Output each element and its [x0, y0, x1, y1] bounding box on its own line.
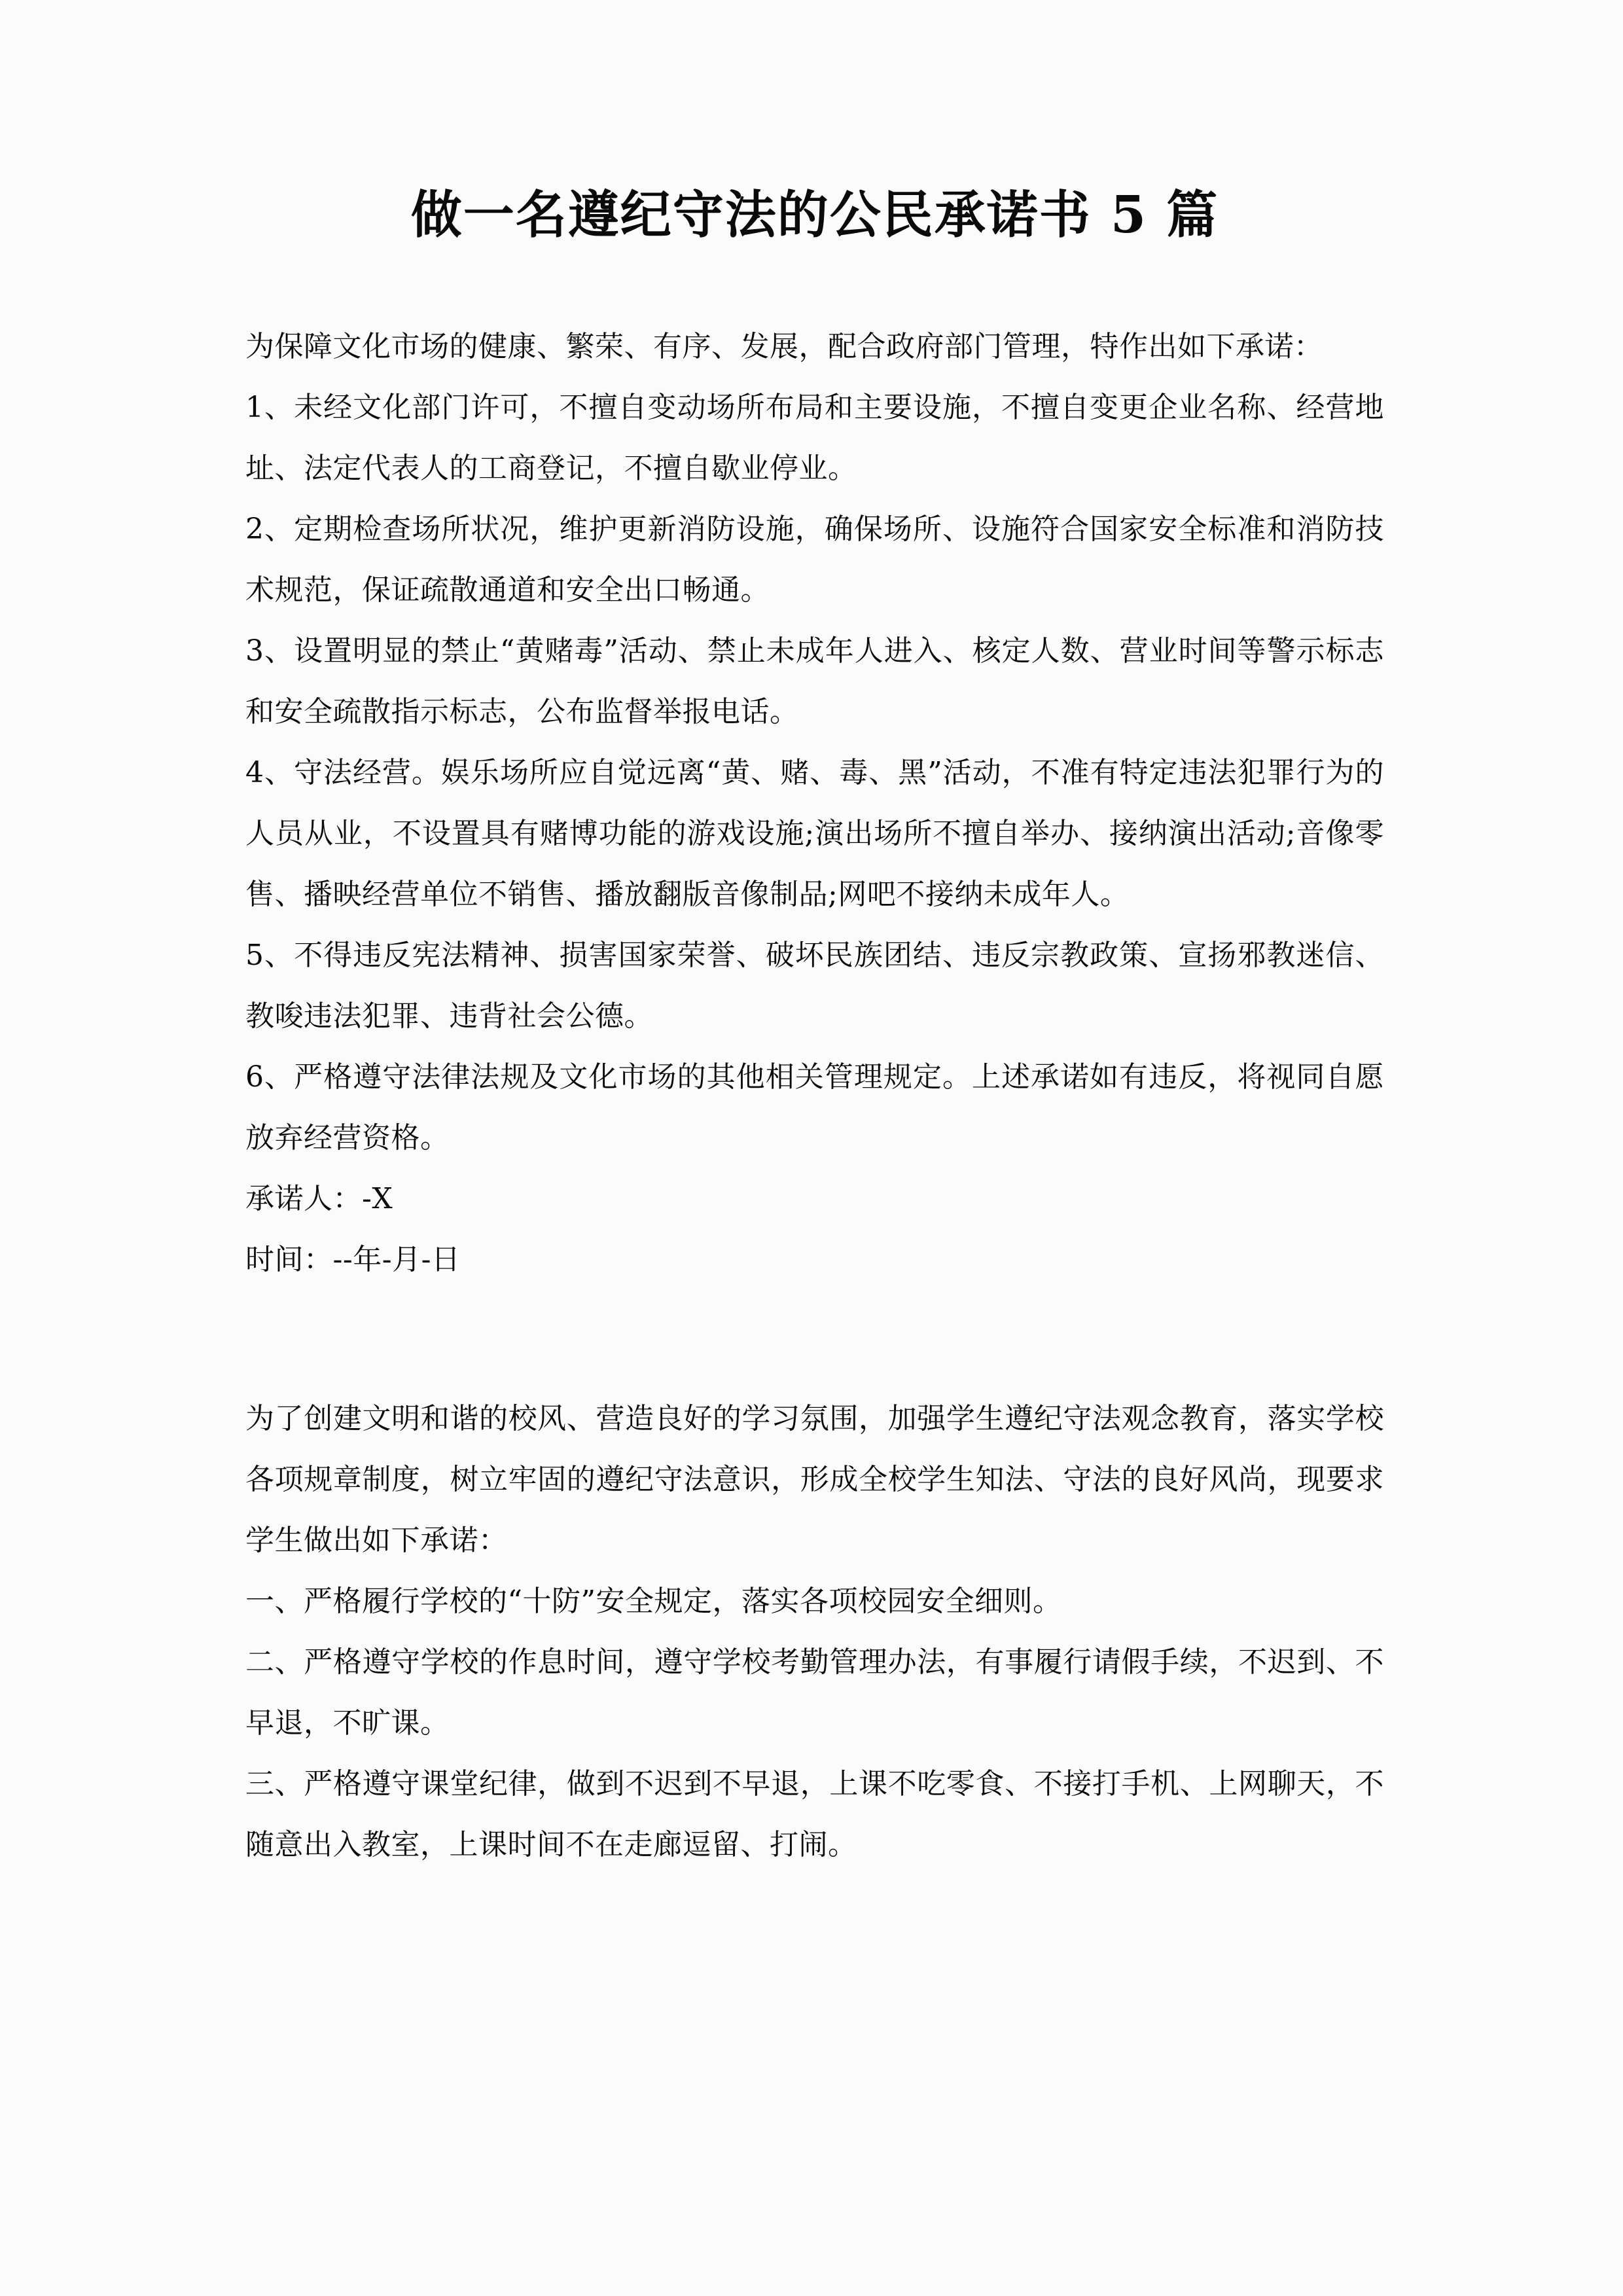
section-two-item-3: 三、严格遵守课堂纪律，做到不迟到不早退，上课不吃零食、不接打手机、上网聊天，不随意出入教室，上课时间不在走廊逗留、打闹。 [245, 1767, 1384, 1861]
section-one-item-1: 1、未经文化部门许可，不擅自变动场所布局和主要设施，不擅自变更企业名称、经营地址、法定代表人的工商登记，不擅自歇业停业。 [245, 391, 1384, 485]
section-two-item-2: 二、严格遵守学校的作息时间，遵守学校考勤管理办法，有事履行请假手续，不迟到、不早退，不旷课。 [245, 1645, 1384, 1740]
section-one-item-2: 2、定期检查场所状况，维护更新消防设施，确保场所、设施符合国家安全标准和消防技术规范，保证疏散通道和安全出口畅通。 [245, 512, 1384, 607]
document-content [245, 0, 1384, 1875]
section-one-item-4: 4、守法经营。娱乐场所应自觉远离“黄、赌、毒、黑”活动，不准有特定违法犯罪行为的人员从业，不设置具有赌博功能的游戏设施;演出场所不擅自举办、接纳演出活动;音像零售、播映经营单位不销售、播放翻版音像制品;网吧不接纳未成年人。 [245, 756, 1384, 911]
section-one-item-6: 6、严格遵守法律法规及文化市场的其他相关管理规定。上述承诺如有违反，将视同自愿放弃经营资格。 [245, 1060, 1384, 1155]
section-one [245, 316, 1384, 1290]
date-line: 时间：--年-月-日 [245, 1243, 461, 1276]
section-two-item-1: 一、严格履行学校的“十防”安全规定，落实各项校园安全细则。 [245, 1585, 1062, 1618]
section-one-item-5: 5、不得违反宪法精神、损害国家荣誉、破坏民族团结、违反宗教政策、宣扬邪教迷信、教唆违法犯罪、违背社会公德。 [245, 939, 1384, 1033]
page-title: 做一名遵纪守法的公民承诺书 5 篇 [410, 185, 1219, 245]
section-two-intro: 为了创建文明和谐的校风、营造良好的学习氛围，加强学生遵纪守法观念教育，落实学校各项规章制度，树立牢固的遵纪守法意识，形成全校学生知法、守法的良好风尚，现要求学生做出如下承诺： [245, 1402, 1384, 1557]
section-one-item-3: 3、设置明显的禁止“黄赌毒”活动、禁止未成年人进入、核定人数、营业时间等警示标志和安全疏散指示标志，公布监督举报电话。 [245, 634, 1384, 728]
section-divider-space [245, 1290, 1384, 1388]
signer-line: 承诺人：-X [245, 1182, 393, 1215]
section-two [245, 1388, 1384, 1875]
section-one-intro: 为保障文化市场的健康、繁荣、有序、发展，配合政府部门管理，特作出如下承诺： [245, 330, 1323, 363]
